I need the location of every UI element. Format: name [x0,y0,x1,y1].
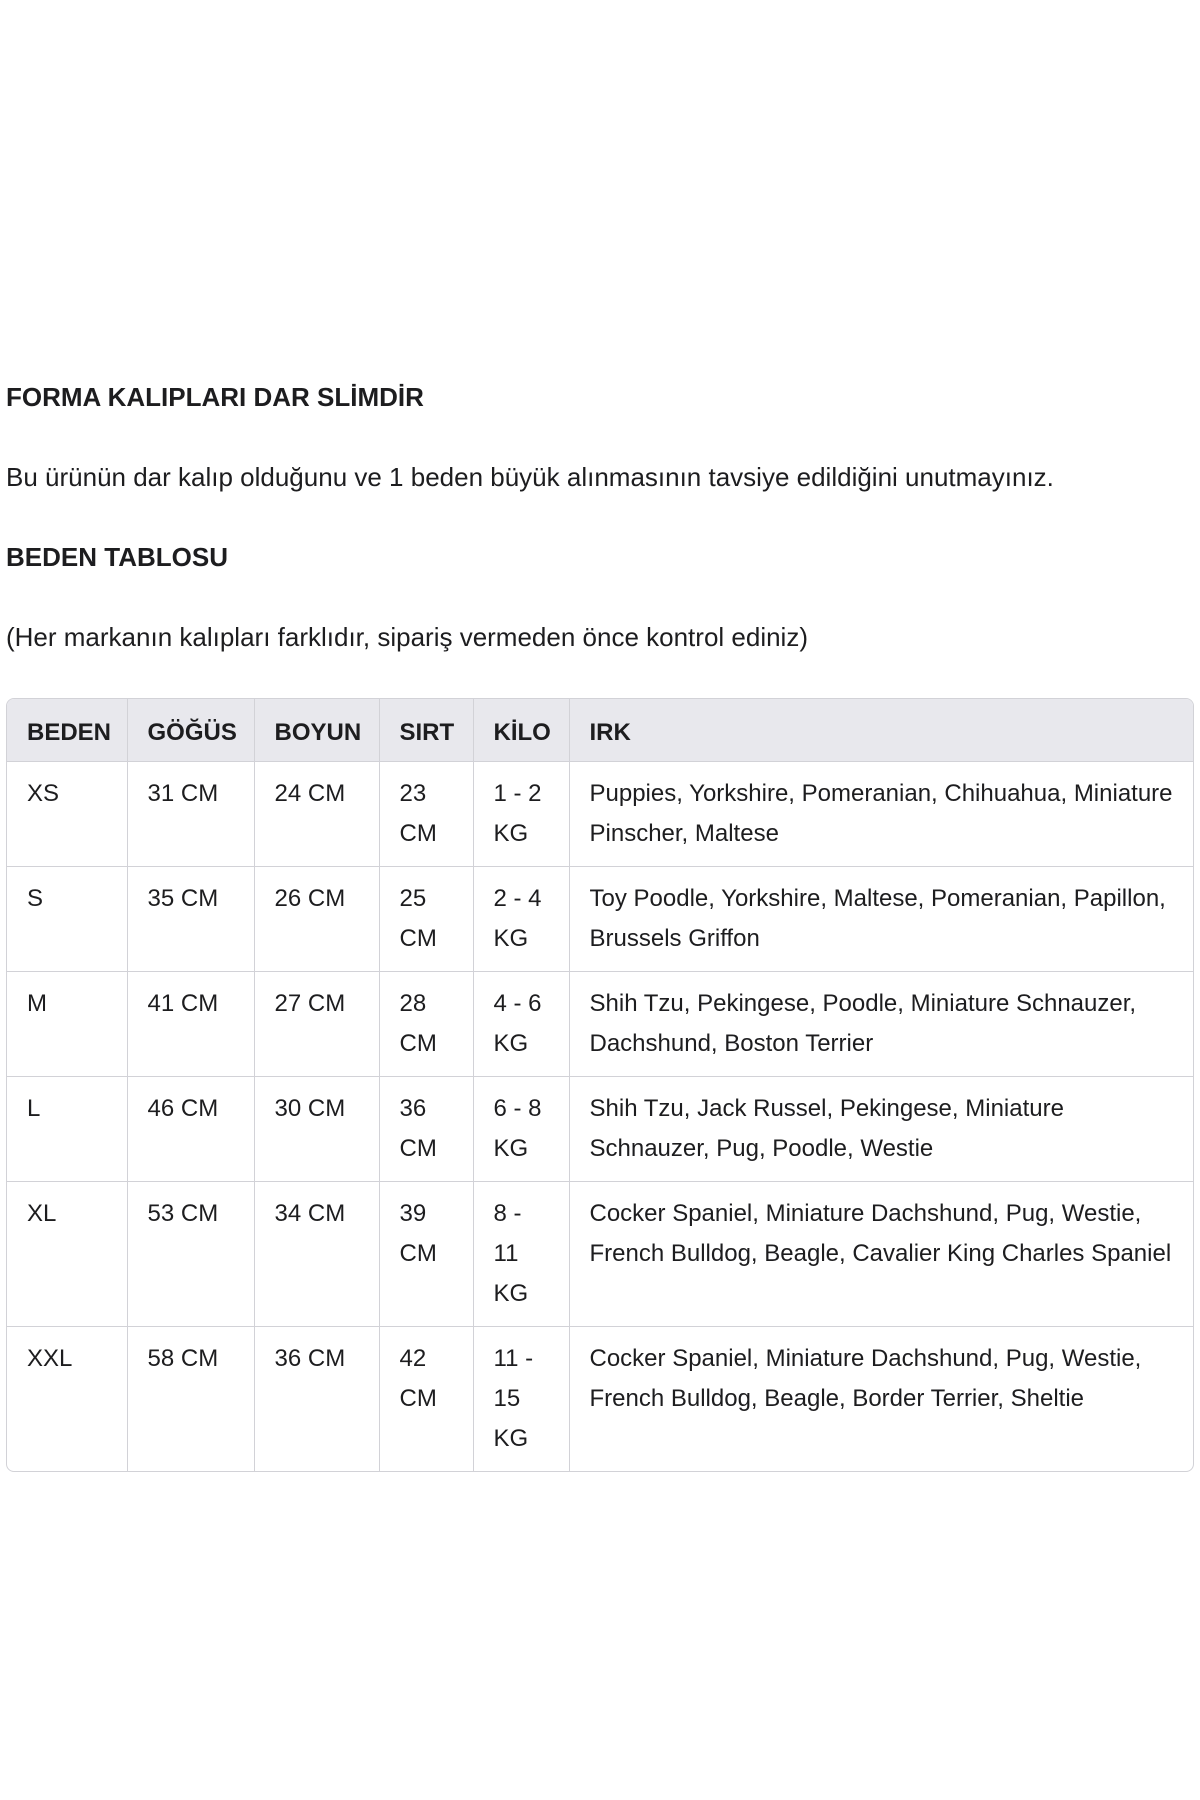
size-table [7,699,1193,1471]
product-description [6,380,1196,1472]
cell-irk: Puppies, Yorkshire, Pomeranian, Chihuahua, Miniature Pinscher, Maltese [569,762,1193,867]
cell-sirt: 25 CM [379,867,473,972]
cell-kilo: 1 - 2 KG [473,762,569,867]
cell-gogus: 53 CM [127,1182,254,1327]
cell-beden: L [7,1077,127,1182]
size-note: Bu ürünün dar kalıp olduğunu ve 1 beden büyük alınmasının tavsiye edildiğini unutmayınız. [6,462,1054,492]
header-sirt: SIRT [379,699,473,762]
cell-beden: M [7,972,127,1077]
cell-beden: XS [7,762,127,867]
cell-kilo: 8 - 11 KG [473,1182,569,1327]
cell-gogus: 31 CM [127,762,254,867]
cell-gogus: 46 CM [127,1077,254,1182]
table-row [7,972,1193,1077]
header-boyun: BOYUN [254,699,379,762]
cell-sirt: 28 CM [379,972,473,1077]
cell-kilo: 4 - 6 KG [473,972,569,1077]
cell-irk: Shih Tzu, Jack Russel, Pekingese, Miniature Schnauzer, Pug, Poodle, Westie [569,1077,1193,1182]
cell-boyun: 30 CM [254,1077,379,1182]
size-table-title: BEDEN TABLOSU [6,542,228,572]
cell-sirt: 36 CM [379,1077,473,1182]
table-row [7,762,1193,867]
cell-kilo: 6 - 8 KG [473,1077,569,1182]
cell-sirt: 42 CM [379,1327,473,1472]
cell-sirt: 23 CM [379,762,473,867]
brand-disclaimer: (Her markanın kalıpları farklıdır, sipariş vermeden önce kontrol ediniz) [6,622,808,652]
cell-irk: Toy Poodle, Yorkshire, Maltese, Pomeranian, Papillon, Brussels Griffon [569,867,1193,972]
cell-boyun: 36 CM [254,1327,379,1472]
cell-gogus: 41 CM [127,972,254,1077]
cell-beden: S [7,867,127,972]
cell-boyun: 34 CM [254,1182,379,1327]
table-row [7,1182,1193,1327]
cell-boyun: 27 CM [254,972,379,1077]
cell-boyun: 24 CM [254,762,379,867]
cell-beden: XXL [7,1327,127,1472]
cell-irk: Shih Tzu, Pekingese, Poodle, Miniature Schnauzer, Dachshund, Boston Terrier [569,972,1193,1077]
cell-sirt: 39 CM [379,1182,473,1327]
cell-gogus: 58 CM [127,1327,254,1472]
table-row [7,1327,1193,1472]
size-table-container [6,698,1194,1472]
cell-kilo: 11 - 15 KG [473,1327,569,1472]
header-irk: IRK [569,699,1193,762]
table-row [7,1077,1193,1182]
table-header-row [7,699,1193,762]
table-row [7,867,1193,972]
slim-fit-heading: FORMA KALIPLARI DAR SLİMDİR [6,382,424,412]
cell-irk: Cocker Spaniel, Miniature Dachshund, Pug, Westie, French Bulldog, Beagle, Border Terrier, Sheltie [569,1327,1193,1472]
cell-beden: XL [7,1182,127,1327]
cell-kilo: 2 - 4 KG [473,867,569,972]
cell-boyun: 26 CM [254,867,379,972]
header-kilo: KİLO [473,699,569,762]
header-beden: BEDEN [7,699,127,762]
cell-gogus: 35 CM [127,867,254,972]
cell-irk: Cocker Spaniel, Miniature Dachshund, Pug, Westie, French Bulldog, Beagle, Cavalier King Charles Spaniel [569,1182,1193,1327]
header-gogus: GÖĞÜS [127,699,254,762]
